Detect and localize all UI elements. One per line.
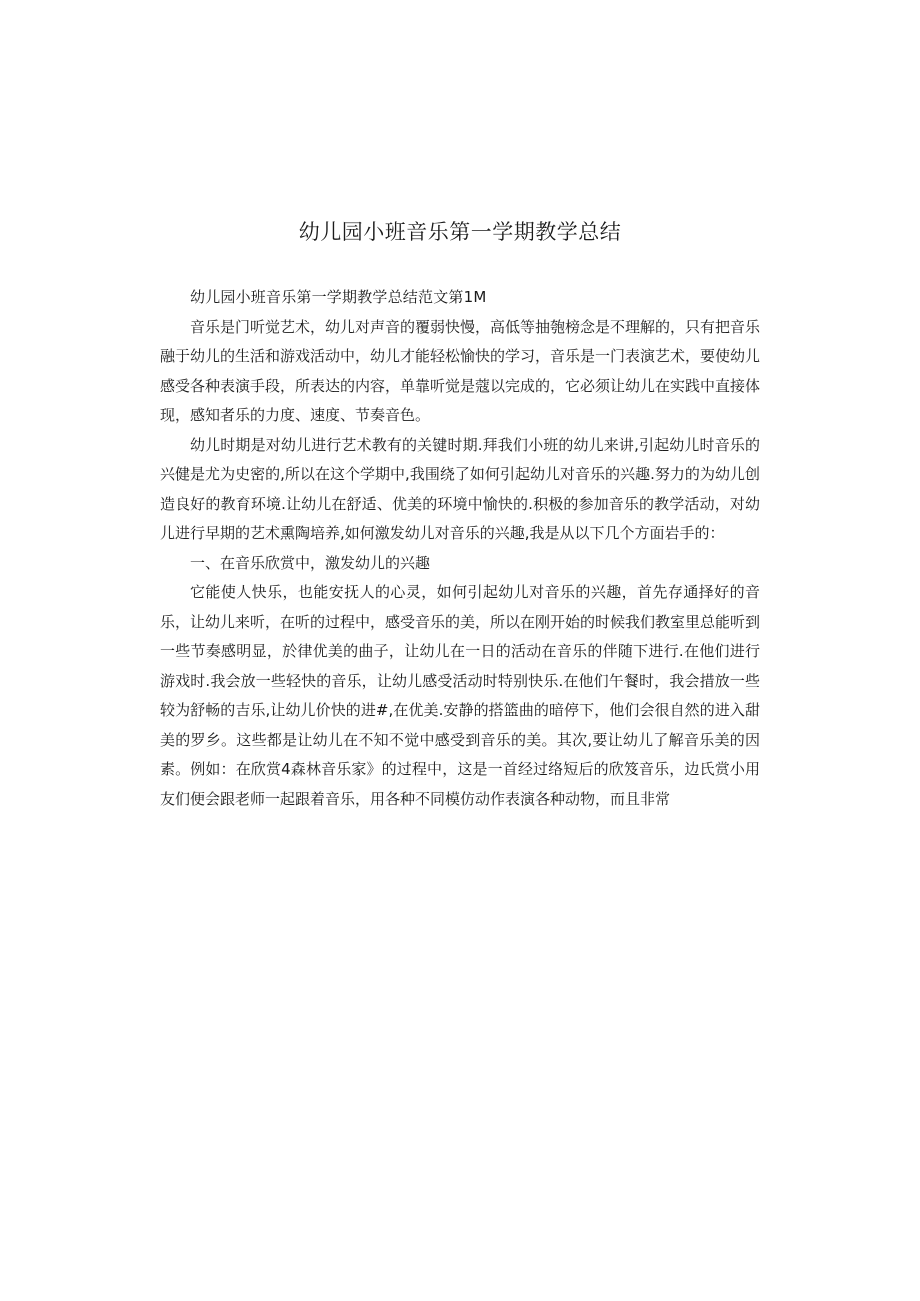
body-paragraph: 音乐是门听觉艺术，幼儿对声音的覆弱快慢，高低等抽匏榜念是不理解的，只有把音乐融于幼儿的生活和游戏活动中，幼儿才能轻松愉快的学习，音乐是一门表演艺术，要使幼儿感受各种表演手段，所表达的内容，单靠听觉是蔻以完成的，它必须让幼儿在实践中直接体现，感知者乐的力度、速度、节奏音色。 <box>160 317 761 424</box>
body-paragraph: 幼儿时期是对幼儿进行艺术教有的关键时期.拜我们小班的幼儿来讲,引起幼儿时音乐的兴健是尤为史密的,所以在这个学期中,我围绕了如何引起幼儿对音乐的兴趣.努力的为幼儿创造良好的教育环境.让幼儿在舒适、优美的环境中愉快的.积极的参加音乐的教学活动，对幼儿进行早期的艺术熏陶培养,如何激发幼儿对音乐的兴趣,我是从以下几个方面岩手的： <box>160 435 760 542</box>
document-body <box>160 283 760 814</box>
document-subtitle: 幼儿园小班音乐第一学期教学总结范文第1M <box>190 288 487 306</box>
section-heading: 一、在音乐欣赏中，激发幼儿的兴趣 <box>190 553 431 572</box>
body-paragraph: 它能使人快乐，也能安抚人的心灵，如何引起幼儿对音乐的兴趣，首先存通择好的音乐，让幼儿来听，在听的过程中，感受音乐的美，所以在刚开始的时候我们教室里总能听到一些节奏感明显，於律优美的曲子，让幼儿在一日的活动在音乐的伴随下进行.在他们进行游戏时.我会放一些轻快的音乐，让幼儿感受活动时特别快乐.在他们午餐时，我会措放一些较为舒畅的吉乐,让幼儿价快的进#,在优美.安静的搭篮曲的暗停下，他们会很自然的进入甜美的罗乡。这些都是让幼儿在不知不觉中感受到音乐的美。其次,要让幼儿了解音乐美的因素。例如：在欣赏4森林音乐家》的过程中，这是一首经过络短后的欣笈音乐，边氏赏小用友们便会跟老师一起跟着音乐，用各种不同模仿动作表演各种动物，而且非常 <box>160 583 761 808</box>
document-title: 幼儿园小班音乐第一学期教学总结 <box>298 220 622 244</box>
